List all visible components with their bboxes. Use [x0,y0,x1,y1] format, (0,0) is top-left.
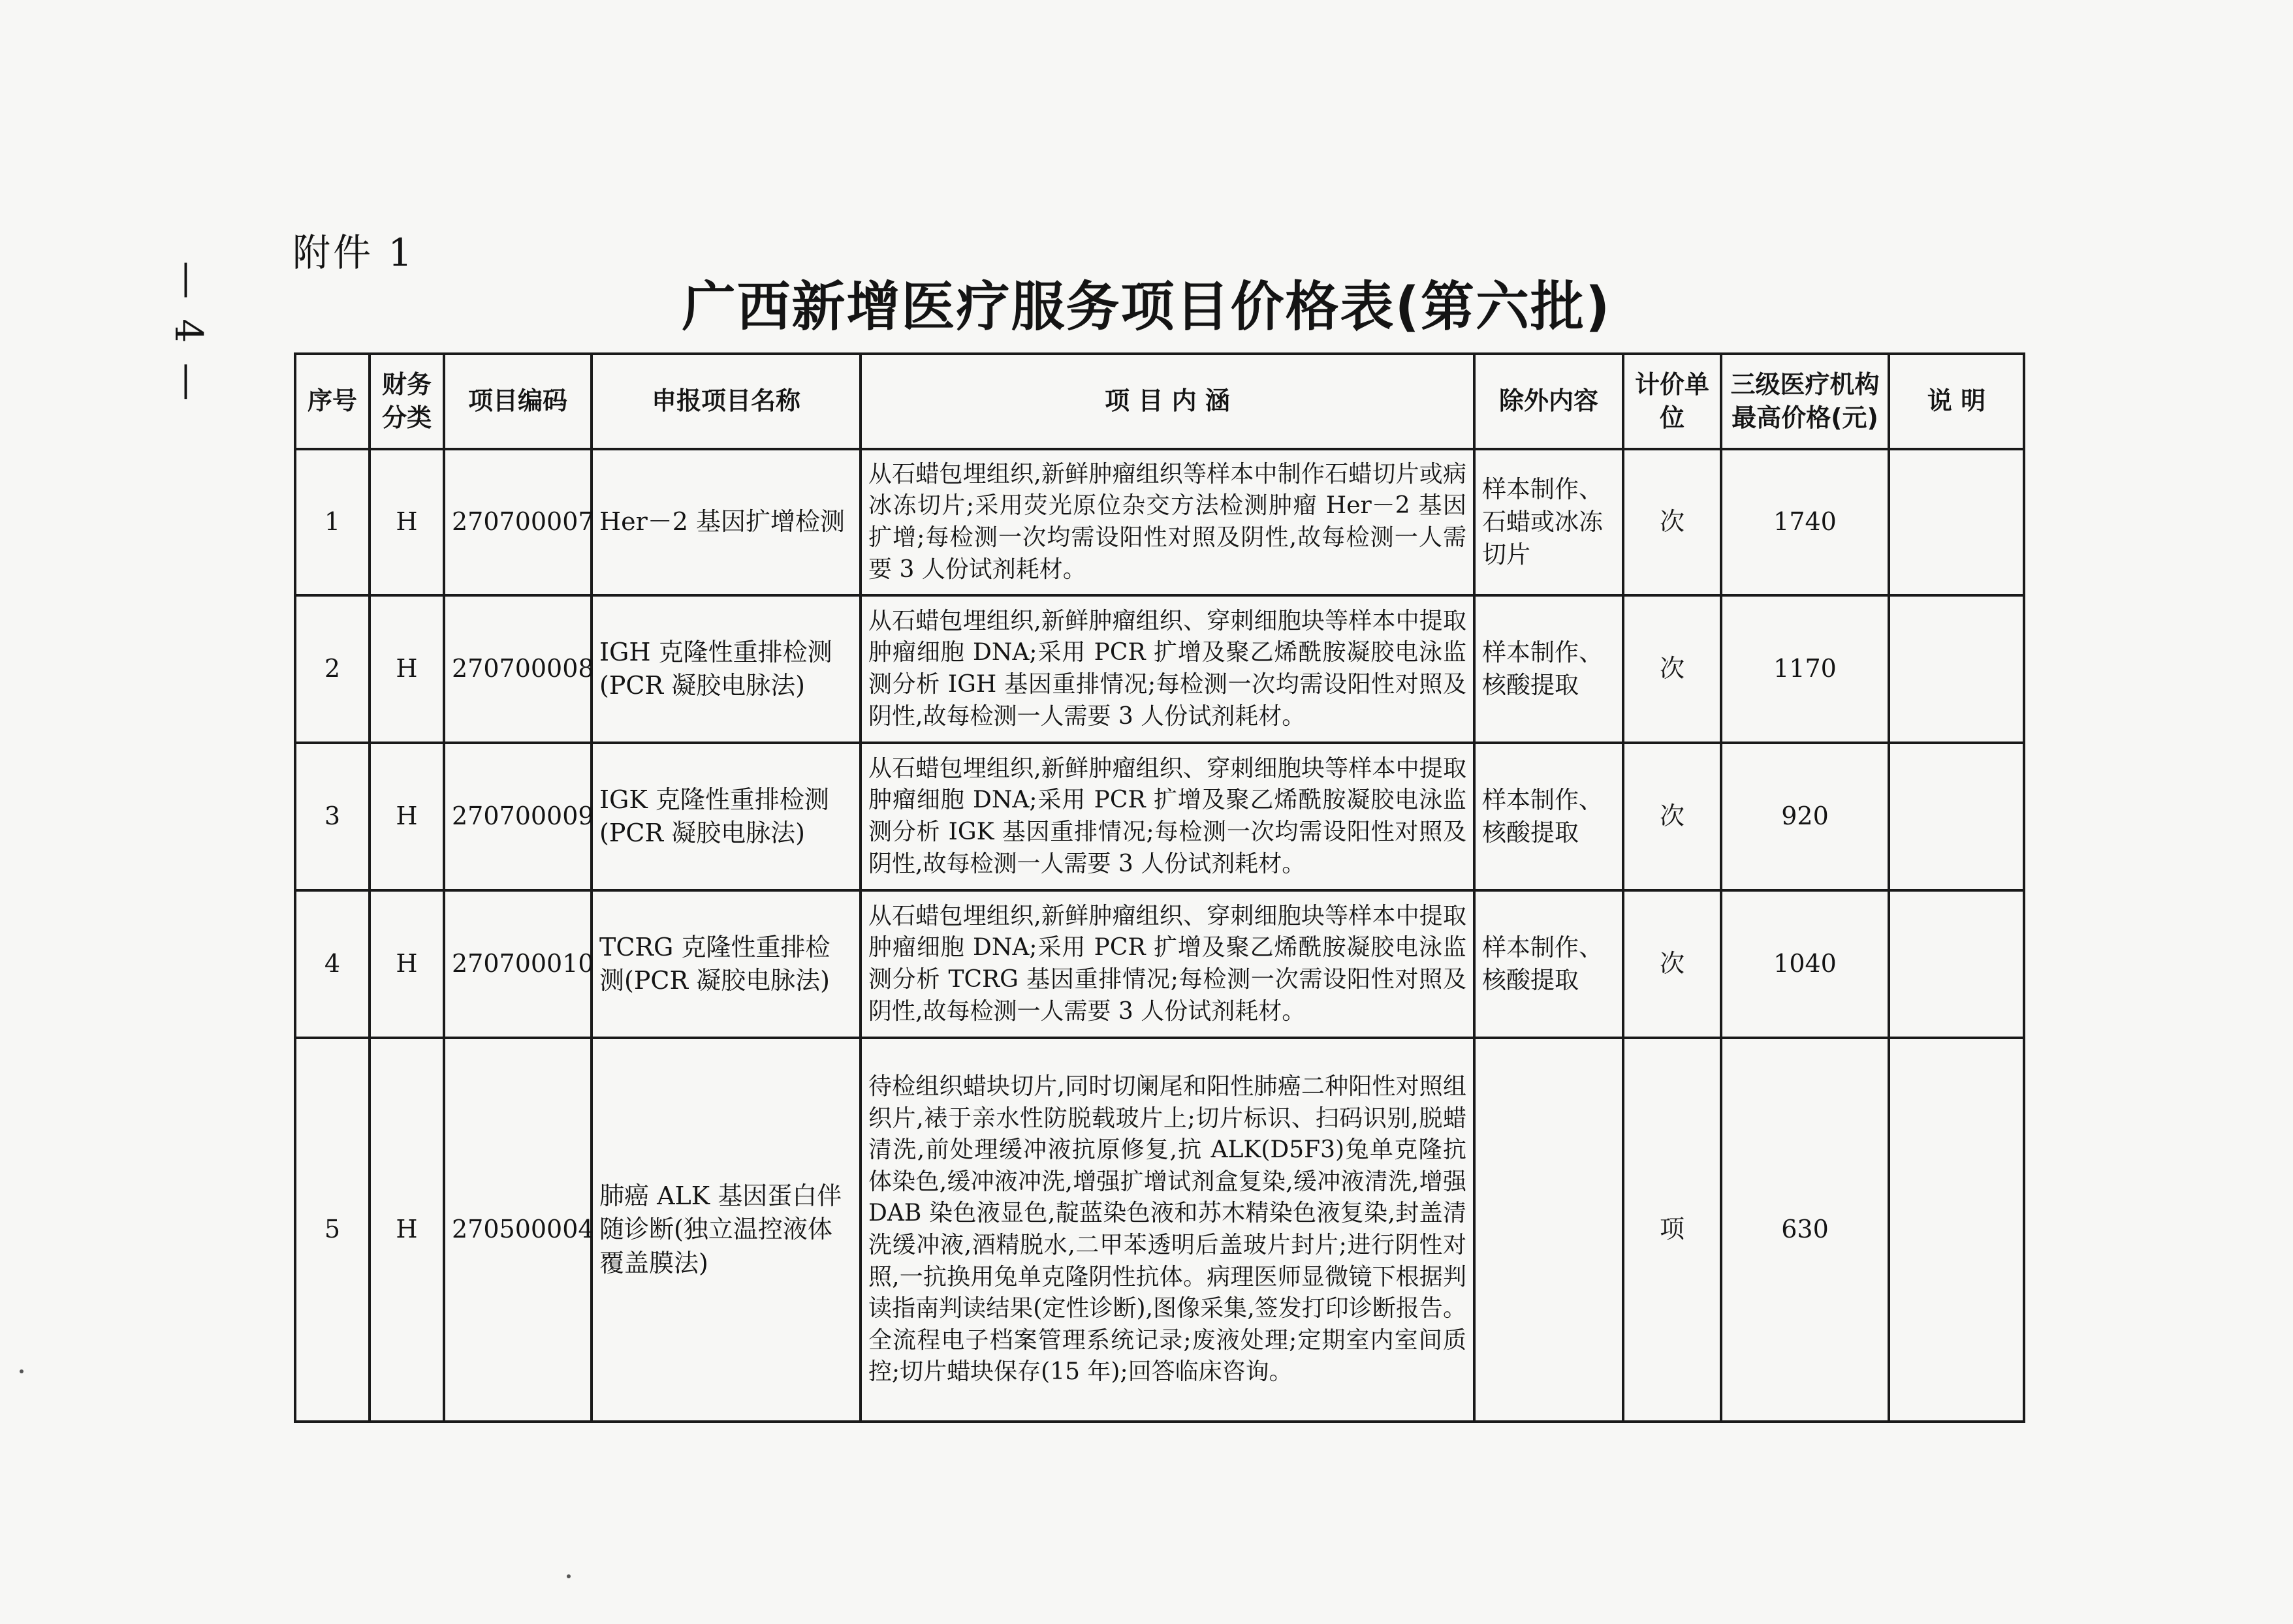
row-exclusion: 样本制作、核酸提取 [1474,743,1623,890]
row-name: TCRG 克隆性重排检测(PCR 凝胶电脉法) [592,890,861,1038]
table-row [295,595,2024,743]
price-table [294,352,2025,1423]
header-code: 项目编码 [444,354,592,449]
row-unit: 次 [1623,595,1721,743]
row-note [1889,1038,2024,1422]
row-note [1889,449,2024,595]
row-code: 270700007 [444,449,592,595]
row-name: IGH 克隆性重排检测(PCR 凝胶电脉法) [592,595,861,743]
header-exclusion: 除外内容 [1474,354,1623,449]
row-code: 270500004 [444,1038,592,1422]
row-content: 从石蜡包埋组织,新鲜肿瘤组织、穿刺细胞块等样本中提取肿瘤细胞 DNA;采用 PCR 扩增及聚乙烯酰胺凝胶电泳监测分析 TCRG 基因重排情况;每检测一次需设阳性对照及阴性,故每检测一人需要 3 人份试剂耗材。 [861,890,1474,1038]
row-unit: 次 [1623,449,1721,595]
row-content: 从石蜡包埋组织,新鲜肿瘤组织、穿刺细胞块等样本中提取肿瘤细胞 DNA;采用 PCR 扩增及聚乙烯酰胺凝胶电泳监测分析 IGH 基因重排情况;每检测一次均需设阳性对照及阴性,故每检测一人需要 3 人份试剂耗材。 [861,595,1474,743]
row-no: 4 [295,890,370,1038]
row-name: IGK 克隆性重排检测(PCR 凝胶电脉法) [592,743,861,890]
row-price: 1170 [1721,595,1889,743]
row-name: 肺癌 ALK 基因蛋白伴随诊断(独立温控液体覆盖膜法) [592,1038,861,1422]
row-code: 270700009 [444,743,592,890]
row-no: 3 [295,743,370,890]
row-note [1889,890,2024,1038]
row-category: H [370,743,444,890]
header-note: 说 明 [1889,354,2024,449]
row-exclusion [1474,1038,1623,1422]
row-content: 从石蜡包埋组织,新鲜肿瘤组织、穿刺细胞块等样本中提取肿瘤细胞 DNA;采用 PCR 扩增及聚乙烯酰胺凝胶电泳监测分析 IGK 基因重排情况;每检测一次均需设阳性对照及阴性,故每检测一人需要 3 人份试剂耗材。 [861,743,1474,890]
header-unit: 计价单位 [1623,354,1721,449]
table-row [295,743,2024,890]
row-category: H [370,595,444,743]
page-number: — 4 — [166,261,211,405]
table-row [295,1038,2024,1422]
row-unit: 次 [1623,890,1721,1038]
header-category: 财务分类 [370,354,444,449]
scan-speck [567,1574,571,1578]
table-row [295,890,2024,1038]
scan-speck [20,1369,24,1373]
row-price: 920 [1721,743,1889,890]
row-note [1889,595,2024,743]
row-code: 270700010 [444,890,592,1038]
row-name: Her－2 基因扩增检测 [592,449,861,595]
row-no: 5 [295,1038,370,1422]
row-unit: 项 [1623,1038,1721,1422]
row-price: 1040 [1721,890,1889,1038]
row-unit: 次 [1623,743,1721,890]
row-content: 待检组织蜡块切片,同时切阑尾和阳性肺癌二种阳性对照组织片,裱于亲水性防脱载玻片上;切片标识、扫码识别,脱蜡清洗,前处理缓冲液抗原修复,抗 ALK(D5F3)兔单克隆抗体染色,缓冲液冲洗,增强扩增试剂盒复染,缓冲液清洗,增强 DAB 染色液显色,靛蓝染色液和苏木精染色液复染,封盖清洗缓冲液,酒精脱水,二甲苯透明后盖玻片封片;进行阴性对照,一抗换用兔单克隆阴性抗体。病理医师显微镜下根据判读指南判读结果(定性诊断),图像采集,签发打印诊断报告。全流程电子档案管理系统记录;废液处理;定期室内室间质控;切片蜡块保存(15 年);回答临床咨询。 [861,1038,1474,1422]
row-category: H [370,449,444,595]
table-row [295,449,2024,595]
header-price: 三级医疗机构最高价格(元) [1721,354,1889,449]
attachment-label: 附件 1 [293,230,415,275]
row-price: 1740 [1721,449,1889,595]
header-name: 申报项目名称 [592,354,861,449]
page-title: 广西新增医疗服务项目价格表(第六批) [682,276,1611,338]
row-exclusion: 样本制作、核酸提取 [1474,595,1623,743]
row-exclusion: 样本制作、核酸提取 [1474,890,1623,1038]
row-content: 从石蜡包埋组织,新鲜肿瘤组织等样本中制作石蜡切片或病冰冻切片;采用荧光原位杂交方法检测肿瘤 Her－2 基因扩增;每检测一次均需设阳性对照及阴性,故每检测一人需要 3 人份试剂耗材。 [861,449,1474,595]
header-content: 项 目 内 涵 [861,354,1474,449]
header-no: 序号 [295,354,370,449]
row-no: 2 [295,595,370,743]
row-category: H [370,1038,444,1422]
row-no: 1 [295,449,370,595]
row-price: 630 [1721,1038,1889,1422]
table-header-row [295,354,2024,449]
row-exclusion: 样本制作、石蜡或冰冻切片 [1474,449,1623,595]
row-category: H [370,890,444,1038]
row-code: 270700008 [444,595,592,743]
row-note [1889,743,2024,890]
